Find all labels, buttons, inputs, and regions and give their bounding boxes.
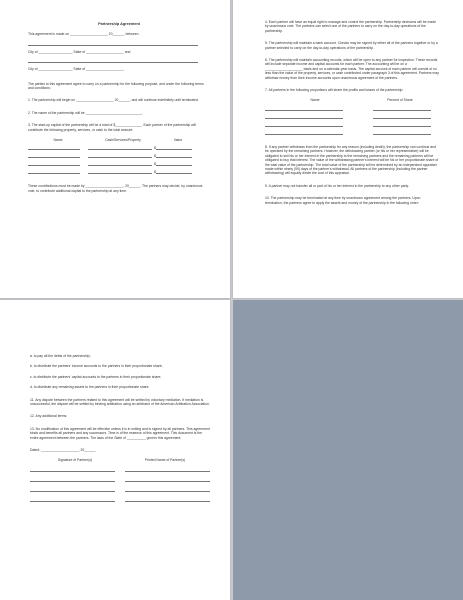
- capital-table-row: [28, 161, 210, 166]
- dated-line: Dated: ____________________, 20______: [30, 448, 96, 453]
- party2-line: [28, 58, 198, 63]
- clause-purpose: The parties to this agreement agree to carry on a partnership for the following purpose, and under the following terms and conditions:: [28, 81, 205, 91]
- column-header-name: Name: [53, 138, 63, 143]
- clause-3: 3. The start-up capital of the partnership will be a total of $______________. Each partner of the partnership will contribute the following property, services, or cash to the total amount:: [28, 123, 197, 132]
- profit-table-row: [265, 130, 439, 135]
- column-header-percent: Percent of Share: [387, 98, 413, 103]
- clause-10a: a. to pay all the debts of the partnership;: [30, 354, 91, 358]
- profit-table-row: [265, 114, 439, 119]
- signature-header: [30, 458, 210, 462]
- column-header-value: Value: [173, 138, 183, 143]
- document-page-1: [0, 0, 230, 298]
- clause-10d: d. to distribute any remaining assets to the partners in their proportionate share.: [30, 385, 150, 390]
- capital-table-header: [28, 138, 210, 142]
- document-page-2: [233, 0, 463, 298]
- printed-name-column-header: Printed Name of Partner(s): [144, 458, 186, 463]
- clause-8: 8. If any partner withdraws from the partnership for any reason (including death), the partnership can continue and be operated by the remaining partners. However, the withdrawing partner (or his or her representative) will be obligated to sell his or her interest in the partnership to the remaining partners and the remaining partners will be obligated to buy that interest. The value of the withdrawing partner's interest will be his or her proportionate share of the total value of the partnership. The total value of the partnership will be determined by an independent appraiser made within ninety (90) days of the partner's withdrawal. All partners of the partnership (including the partner withdrawing) will equally divide the cost of this appraisal.: [265, 144, 440, 176]
- clause-1: 1. The partnership will begin on ____________________ 20______, and will continue indefinitely until terminated.: [28, 98, 199, 103]
- signature-column-header: Signature of Partner(s): [57, 458, 93, 463]
- viewer-background: [233, 300, 463, 600]
- clause-4: 4. Each partner will have an equal right to manage and control the partnership. Partnership decisions will be made by unanimous vote. The partners can select one of the partners to carry on the day-to-day operations of the partnership.: [265, 20, 437, 33]
- capital-table-row: [28, 153, 210, 158]
- dollar-sign: $: [154, 154, 156, 159]
- clause-11: 11. Any dispute between the partners related to this agreement will be settled by voluntary mediation. If mediation is unsuccessful, the dispute will be settled by binding arbitration using an arbitrator of the American Arbitration Association.: [30, 397, 210, 407]
- clause-12: 12. Any additional terms:: [30, 414, 68, 419]
- profit-table-header: [265, 98, 439, 102]
- clause-13: 13. No modification of this agreement will be effective unless it is in writing and is signed by all partners. This agreement binds and benefits all partners and any successors. Time is of the essence of this agreement. This document is the entire agreement between the partners. The laws of the State of __________ govern this agreement.: [30, 426, 211, 440]
- clause-6: 6. The partnership will maintain accounting records, which will be open to any partner for inspection. These records will include separate income and capital accounts for each partner. The accounting will be on a ____________________ basis and on a calendar-year basis. The capital account of each partner will consist of no less than the value of the property, services, or cash contributed under paragraph 3 of this agreement. Partners may withdraw money from their income accounts upon unanimous agreement of the partners.: [265, 58, 440, 80]
- clause-5: 5. The partnership will maintain a bank account. Checks may be signed by either all of the partners together or by a partner selected to carry on the day-to-day operations of the partnership.: [265, 41, 439, 50]
- document-page-3: [0, 300, 230, 600]
- capital-table-row: [28, 169, 210, 174]
- signature-row: [30, 467, 210, 472]
- dollar-sign: $: [154, 162, 156, 167]
- clause-made-on: This agreement is made on ____________________ 20______, between: [28, 32, 139, 37]
- document-title: Partnership Agreement: [98, 22, 140, 26]
- dollar-sign: $: [154, 146, 156, 151]
- clause-city-2: City of __________________ State of ____________________.: [28, 67, 125, 72]
- signature-row: [30, 497, 210, 502]
- clause-10c: c. to distribute the partners' capital accounts to the partners in their proportionate share;: [30, 374, 162, 379]
- profit-table-row: [265, 122, 439, 127]
- clause-10b: b. to distribute the partners' income accounts to the partners in their proportionate share;: [30, 364, 163, 369]
- signature-row: [30, 477, 210, 482]
- clause-10: 10. The partnership may be terminated at any time by unanimous agreement among the partners. Upon termination, the partners agree to apply the assets and money of the partnership in the following order:: [265, 196, 422, 205]
- clause-9: 9. A partner may not transfer all or part of his or her interest in the partnership to any other party.: [265, 183, 409, 188]
- dollar-sign: $: [154, 170, 156, 175]
- profit-table-row: [265, 106, 439, 111]
- clause-city-1: City of __________________ State of ____________________ and: [28, 49, 131, 54]
- party1-line: [28, 41, 198, 46]
- clause-contributions: These contributions must be made by ____________________, 20______. The partners may decide, by unanimous vote, to contribute additional capital to the partnership at any time.: [28, 184, 204, 193]
- signature-row: [30, 487, 210, 492]
- column-header-name: Name: [310, 98, 320, 103]
- clause-2: 2. The name of the partnership will be ______________________________.: [28, 110, 144, 115]
- column-header-contribution: Cash/Services/Property: [105, 138, 141, 143]
- capital-table-row: [28, 145, 210, 150]
- clause-7: 7. All partners in the following proportions will share the profits and losses of the partnership:: [265, 88, 404, 93]
